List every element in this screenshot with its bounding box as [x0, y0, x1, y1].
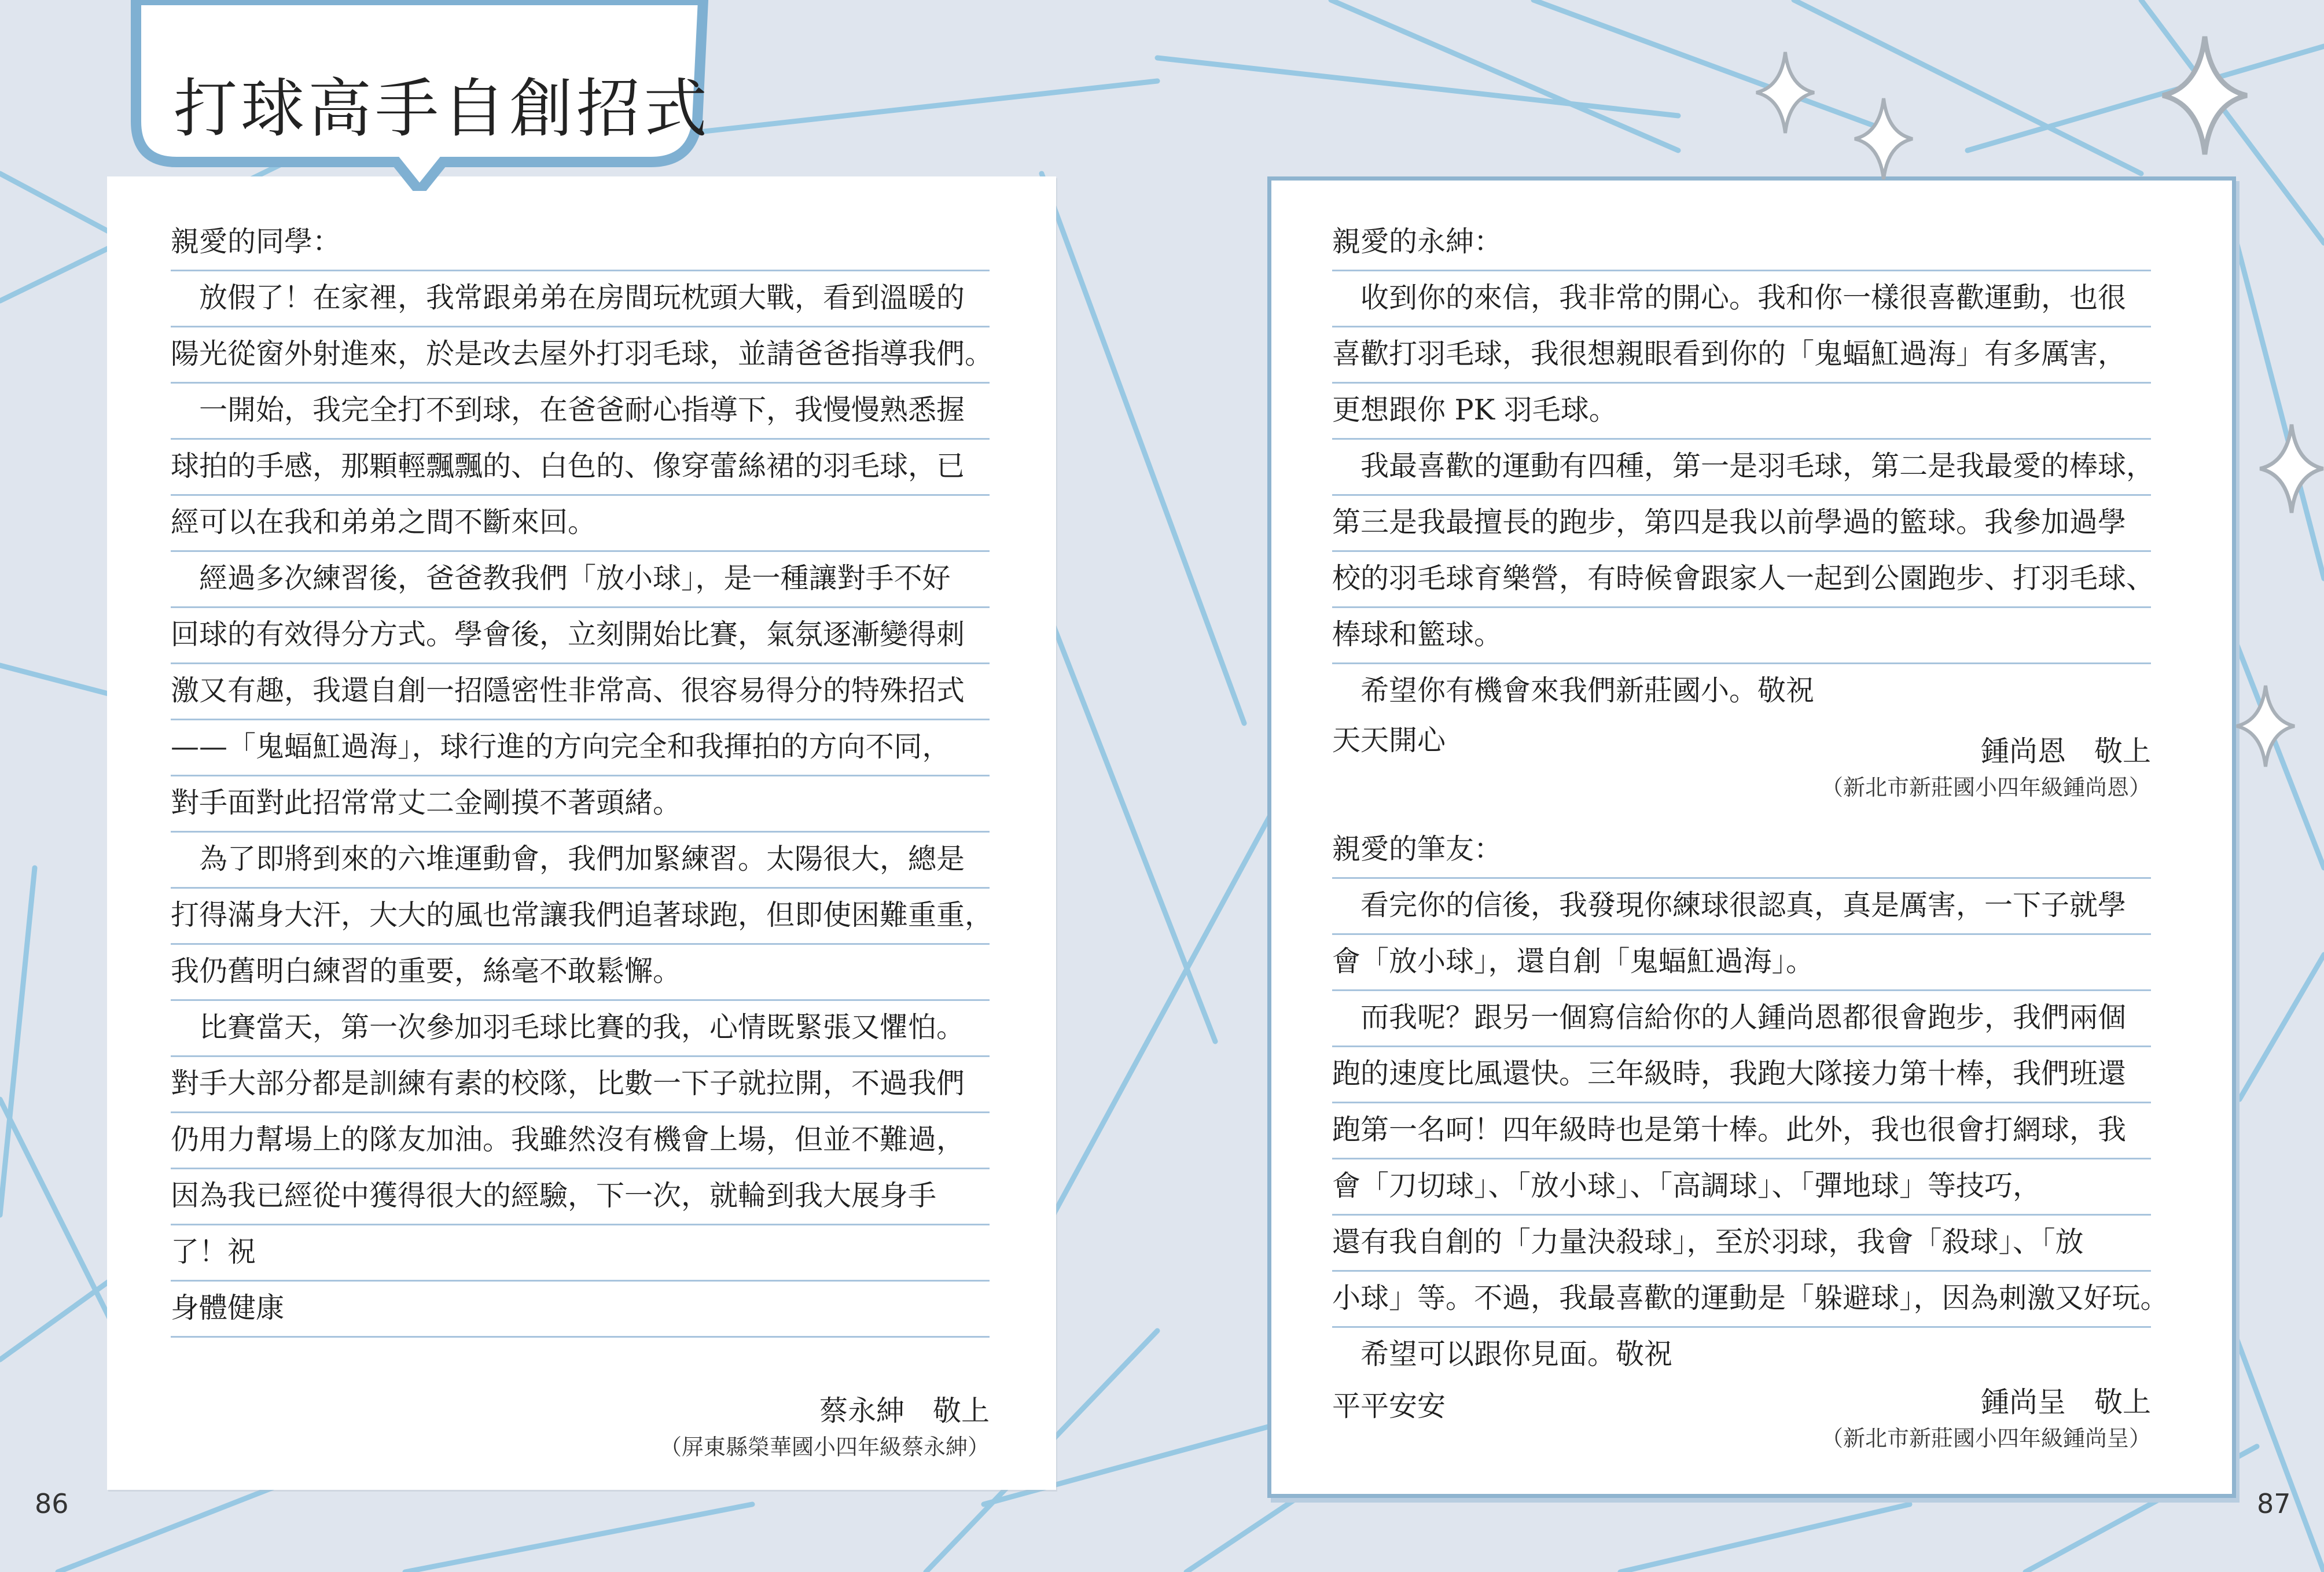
- letter-greeting: 親愛的同學：: [171, 214, 990, 271]
- letter-signature: 鍾尚恩 敬上: [1980, 735, 2151, 768]
- left-letter-paper: [107, 176, 1056, 1490]
- letter-greeting: 親愛的筆友：: [1332, 822, 2151, 879]
- page-number-left: 86: [35, 1488, 69, 1519]
- letter-school: （新北市新莊國小四年級鍾尚呈）: [1821, 1426, 2151, 1451]
- letter-line: 放假了！在家裡，我常跟弟弟在房間玩枕頭大戰，看到溫暖的: [171, 270, 990, 327]
- letter-line: 打得滿身大汗，大大的風也常讓我們追著球跑，但即使困難重重，: [171, 888, 990, 945]
- letter-line: 收到你的來信，我非常的開心。我和你一樣很喜歡運動，也很: [1332, 270, 2151, 327]
- letter-signature: 蔡永紳 敬上: [819, 1394, 990, 1427]
- letter-line: 陽光從窗外射進來，於是改去屋外打羽毛球，並請爸爸指導我們。: [171, 326, 990, 384]
- letter-line: 為了即將到來的六堆運動會，我們加緊練習。太陽很大，總是: [171, 831, 990, 889]
- letter-line: 喜歡打羽毛球，我很想親眼看到你的「鬼蝠魟過海」有多厲害，: [1332, 326, 2151, 384]
- letter-line: 球拍的手感，那顆輕飄飄的、白色的、像穿蕾絲裙的羽毛球，已: [171, 439, 990, 496]
- letter-line: 還有我自創的「力量決殺球」，至於羽球，我會「殺球」、「放: [1332, 1214, 2151, 1272]
- letter-line: 跑的速度比風還快。三年級時，我跑大隊接力第十棒，我們班還: [1332, 1046, 2151, 1103]
- letter-line: 會「刀切球」、「放小球」、「高調球」、「彈地球」等技巧，: [1332, 1158, 2151, 1216]
- letter-line: 對手大部分都是訓練有素的校隊，比數一下子就拉開，不過我們: [171, 1056, 990, 1113]
- sparkle-icon: [1753, 49, 1817, 136]
- letter-line: 我仍舊明白練習的重要，絲毫不敢鬆懈。: [171, 944, 990, 1001]
- letter-line: 了！祝: [171, 1224, 990, 1282]
- letter-closing: 天天開心: [1332, 724, 1446, 757]
- letter-line: 跑第一名呵！四年級時也是第十棒。此外，我也很會打網球，我: [1332, 1102, 2151, 1159]
- letter-line: 身體健康: [171, 1280, 990, 1338]
- right-letter-paper: [1267, 176, 2236, 1498]
- letter-line: 棒球和籃球。: [1332, 607, 2151, 664]
- letter-line: 校的羽毛球育樂營，有時候會跟家人一起到公園跑步、打羽毛球、: [1332, 551, 2151, 608]
- letter-line: 我最喜歡的運動有四種，第一是羽毛球，第二是我最愛的棒球，: [1332, 439, 2151, 496]
- letter-line: 第三是我最擅長的跑步，第四是我以前學過的籃球。我參加過學: [1332, 495, 2151, 552]
- page-number-right: 87: [2257, 1488, 2291, 1519]
- letter-line: 經過多次練習後，爸爸教我們「放小球」，是一種讓對手不好: [171, 551, 990, 608]
- letter-line: 仍用力幫場上的隊友加油。我雖然沒有機會上場，但並不難過，: [171, 1112, 990, 1169]
- letter-school: （屏東縣榮華國小四年級蔡永紳）: [659, 1434, 990, 1460]
- letter-line: 看完你的信後，我發現你練球很認真，真是厲害，一下子就學: [1332, 878, 2151, 935]
- letter-greeting: 親愛的永紳：: [1332, 214, 2151, 271]
- letter-school: （新北市新莊國小四年級鍾尚恩）: [1821, 775, 2151, 800]
- sparkle-icon: [2257, 411, 2324, 527]
- letter-line: ——「鬼蝠魟過海」，球行進的方向完全和我揮拍的方向不同，: [171, 719, 990, 776]
- letter-line: 經可以在我和弟弟之間不斷來回。: [171, 495, 990, 552]
- letter-closing: 平平安安: [1332, 1390, 1446, 1423]
- letter-line: 會「放小球」，還自創「鬼蝠魟過海」。: [1332, 934, 2151, 991]
- letter-line: 回球的有效得分方式。學會後，立刻開始比賽，氣氛逐漸變得刺: [171, 607, 990, 664]
- sparkle-icon: [2158, 32, 2251, 159]
- letter-line: 小球」等。不過，我最喜歡的運動是「躲避球」，因為刺激又好玩。: [1332, 1271, 2151, 1328]
- letter-signature: 鍾尚呈 敬上: [1980, 1386, 2151, 1419]
- letter-line: 激又有趣，我還自創一招隱密性非常高、很容易得分的特殊招式: [171, 663, 990, 720]
- letter-line: 希望你有機會來我們新莊國小。敬祝: [1332, 674, 1815, 707]
- sparkle-icon: [1852, 95, 1915, 182]
- sparkle-icon: [2234, 683, 2297, 770]
- letter-line: 一開始，我完全打不到球，在爸爸耐心指導下，我慢慢熟悉握: [171, 382, 990, 440]
- letter-line: 因為我已經從中獲得很大的經驗，下一次，就輪到我大展身手: [171, 1168, 990, 1225]
- letter-line: 比賽當天，第一次參加羽毛球比賽的我，心情既緊張又懼怕。: [171, 1000, 990, 1057]
- letter-line: 希望可以跟你見面。敬祝: [1332, 1338, 1673, 1371]
- letter-line: 對手面對此招常常丈二金剛摸不著頭緒。: [171, 775, 990, 833]
- page-title: 打球高手自創招式: [174, 72, 711, 146]
- letter-line: 更想跟你 PK 羽毛球。: [1332, 382, 2151, 440]
- letter-line: 而我呢？跟另一個寫信給你的人鍾尚恩都很會跑步，我們兩個: [1332, 990, 2151, 1047]
